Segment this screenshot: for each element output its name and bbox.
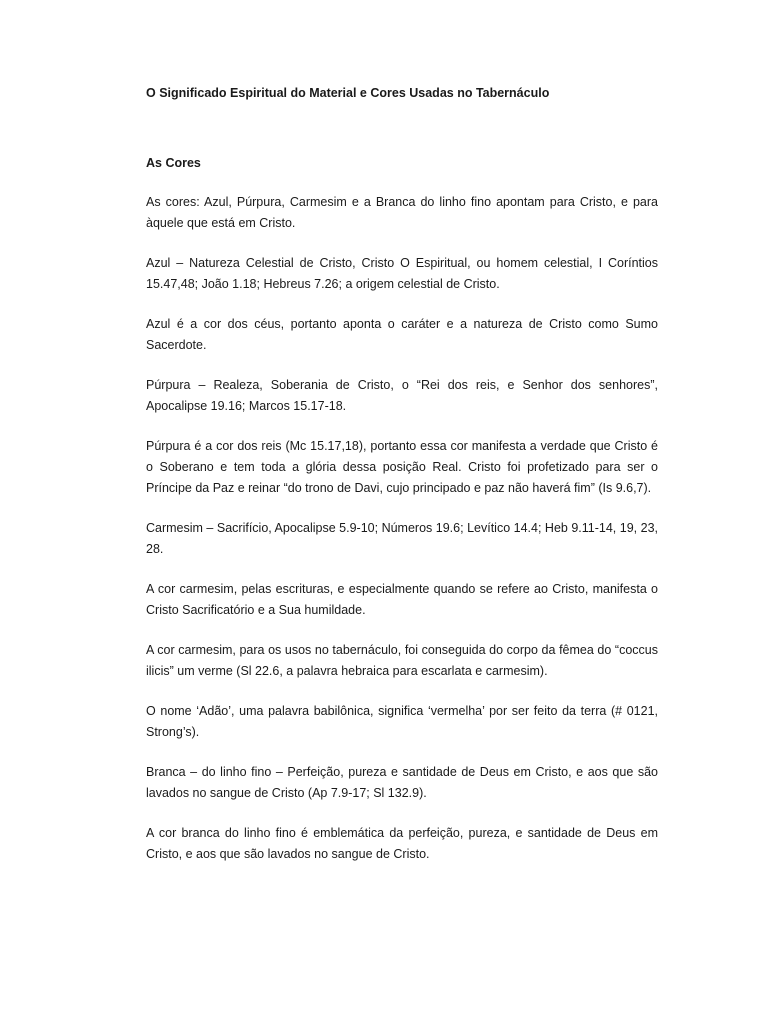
paragraph-carmesim-definition: Carmesim – Sacrifício, Apocalipse 5.9-10; Números 19.6; Levítico 14.4; Heb 9.11-14, 19, 23, 28. <box>146 521 658 556</box>
paragraph-azul-definition: Azul – Natureza Celestial de Cristo, Cristo O Espiritual, ou homem celestial, I Coríntios 15.47,48; João 1.18; Hebreus 7.26; a origem celestial de Cristo. <box>146 256 658 291</box>
paragraph-carmesim-origin: A cor carmesim, para os usos no tabernáculo, foi conseguida do corpo da fêmea do “coccus ilicis” um verme (Sl 22.6, a palavra hebraica para escarlata e carmesim). <box>146 643 658 678</box>
document-title: O Significado Espiritual do Material e Cores Usadas no Tabernáculo <box>146 86 550 100</box>
paragraph-azul-meaning: Azul é a cor dos céus, portanto aponta o caráter e a natureza de Cristo como Sumo Sacerdote. <box>146 317 658 352</box>
paragraph-purpura-definition: Púrpura – Realeza, Soberania de Cristo, o “Rei dos reis, e Senhor dos senhores”, Apocalipse 19.16; Marcos 15.17-18. <box>146 378 658 413</box>
paragraph-branca-definition: Branca – do linho fino – Perfeição, pureza e santidade de Deus em Cristo, e aos que são lavados no sangue de Cristo (Ap 7.9-17; Sl 132.9). <box>146 765 658 800</box>
paragraph-intro-colors: As cores: Azul, Púrpura, Carmesim e a Branca do linho fino apontam para Cristo, e para àquele que está em Cristo. <box>146 195 658 230</box>
section-heading: As Cores <box>146 156 201 170</box>
paragraph-adao-name: O nome ‘Adão’, uma palavra babilônica, significa ‘vermelha’ por ser feito da terra (# 0121, Strong’s). <box>146 704 658 739</box>
document-body <box>146 84 658 884</box>
paragraph-purpura-meaning: Púrpura é a cor dos reis (Mc 15.17,18), portanto essa cor manifesta a verdade que Cristo é o Soberano e tem toda a glória dessa posição Real. Cristo foi profetizado para ser o Príncipe da Paz e reinar “do trono de Davi, cujo principado e paz não haverá fim” (Is 9.6,7). <box>146 439 658 495</box>
paragraph-branca-meaning: A cor branca do linho fino é emblemática da perfeição, pureza, e santidade de Deus em Cristo, e aos que são lavados no sangue de Cristo. <box>146 826 658 861</box>
paragraph-carmesim-meaning: A cor carmesim, pelas escrituras, e especialmente quando se refere ao Cristo, manifesta o Cristo Sacrificatório e a Sua humildade. <box>146 582 658 617</box>
